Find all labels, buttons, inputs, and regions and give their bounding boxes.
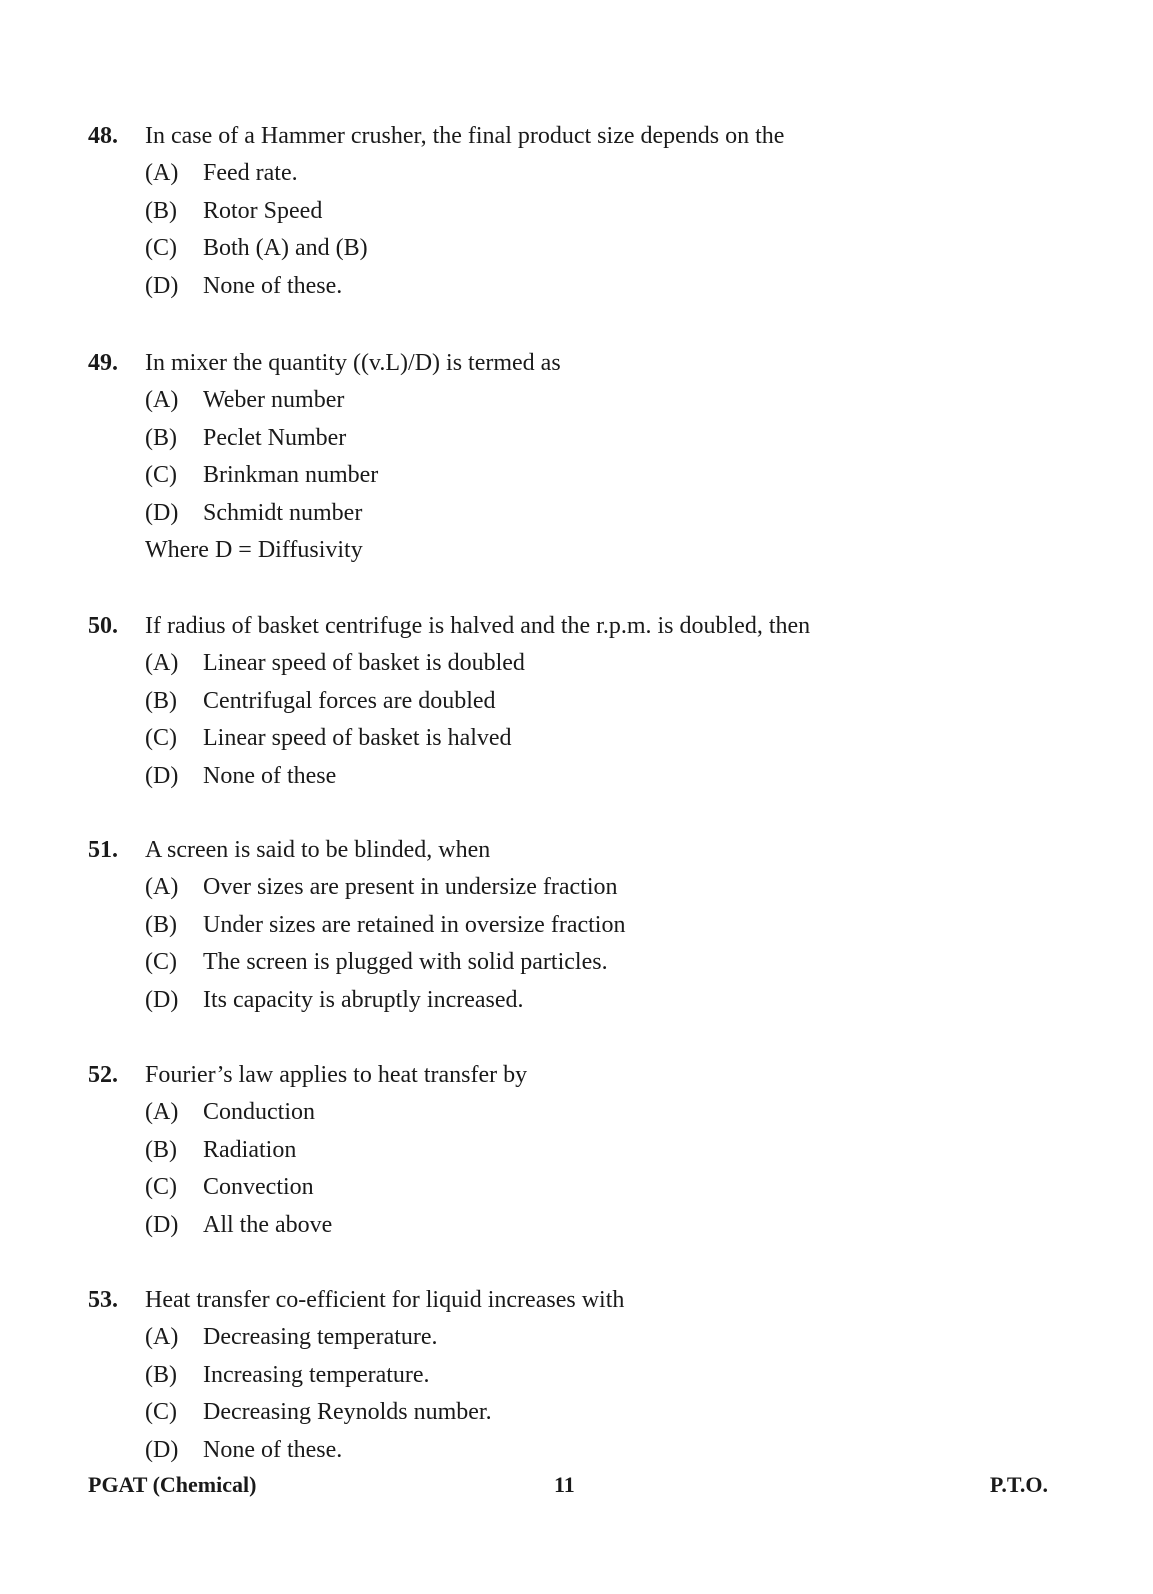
option-b — [88, 907, 1068, 945]
question-header — [88, 1281, 1068, 1319]
option-label: (A) — [145, 1099, 179, 1125]
option-label: (C) — [145, 1399, 177, 1425]
option-c — [88, 1394, 1068, 1432]
question-text: If radius of basket centrifuge is halved and the r.p.m. is doubled, then — [145, 613, 811, 639]
option-text: Rotor Speed — [203, 197, 323, 224]
option-label: (A) — [145, 160, 179, 186]
question-51 — [88, 831, 1068, 1019]
option-label: (A) — [145, 874, 179, 900]
option-b — [88, 193, 1068, 231]
option-text: Linear speed of basket is doubled — [203, 650, 525, 676]
question-header — [88, 607, 1068, 645]
option-c — [88, 720, 1068, 758]
option-label: (B) — [145, 197, 177, 224]
option-text: None of these — [203, 762, 337, 789]
question-text: Fourier’s law applies to heat transfer by — [145, 1062, 528, 1088]
option-text: Peclet Number — [203, 424, 347, 451]
question-text: Heat transfer co-efficient for liquid increases with — [145, 1287, 625, 1313]
option-d — [88, 982, 1068, 1020]
option-label: (C) — [145, 1174, 177, 1200]
option-label: (C) — [145, 235, 177, 261]
option-a — [88, 1094, 1068, 1132]
question-48 — [88, 117, 1068, 305]
option-text: Decreasing temperature. — [203, 1324, 438, 1350]
option-label: (D) — [145, 499, 179, 526]
option-text: Increasing temperature. — [203, 1361, 430, 1388]
option-text: Centrifugal forces are doubled — [203, 687, 496, 714]
option-a — [88, 1319, 1068, 1357]
option-c — [88, 944, 1068, 982]
option-text: Schmidt number — [203, 499, 363, 526]
question-note: Where D = Diffusivity — [145, 537, 363, 563]
option-label: (D) — [145, 1211, 179, 1238]
option-text: Over sizes are present in undersize fraction — [203, 874, 618, 900]
option-label: (D) — [145, 1436, 179, 1463]
option-label: (B) — [145, 687, 177, 714]
question-header — [88, 831, 1068, 869]
option-label: (B) — [145, 1136, 177, 1163]
option-d — [88, 758, 1068, 796]
option-c — [88, 457, 1068, 495]
question-number: 50. — [88, 613, 118, 639]
option-c — [88, 1169, 1068, 1207]
option-label: (B) — [145, 424, 177, 451]
question-number: 52. — [88, 1062, 118, 1088]
option-b — [88, 1132, 1068, 1170]
option-d — [88, 1207, 1068, 1245]
option-text: Conduction — [203, 1099, 315, 1125]
question-number: 53. — [88, 1287, 118, 1313]
option-label: (A) — [145, 650, 179, 676]
option-a — [88, 645, 1068, 683]
option-a — [88, 382, 1068, 420]
question-52 — [88, 1056, 1068, 1244]
question-text: A screen is said to be blinded, when — [145, 837, 491, 863]
option-text: Under sizes are retained in oversize fraction — [203, 911, 626, 938]
question-header — [88, 1056, 1068, 1094]
question-number: 48. — [88, 123, 118, 149]
option-text: None of these. — [203, 272, 343, 299]
option-text: Linear speed of basket is halved — [203, 725, 512, 751]
question-text: In case of a Hammer crusher, the final product size depends on the — [145, 123, 785, 149]
question-header — [88, 117, 1068, 155]
option-label: (A) — [145, 387, 179, 413]
option-text: Convection — [203, 1174, 314, 1200]
question-number: 49. — [88, 350, 118, 376]
option-c — [88, 230, 1068, 268]
option-text: Both (A) and (B) — [203, 235, 368, 261]
footer-exam-title: PGAT (Chemical) — [88, 1472, 257, 1497]
option-text: Brinkman number — [203, 462, 379, 488]
question-text: In mixer the quantity ((v.L)/D) is termed as — [145, 350, 561, 376]
option-b — [88, 683, 1068, 721]
option-label: (A) — [145, 1324, 179, 1350]
option-b — [88, 420, 1068, 458]
option-label: (B) — [145, 1361, 177, 1388]
option-text: Decreasing Reynolds number. — [203, 1399, 492, 1425]
option-a — [88, 869, 1068, 907]
option-text: Weber number — [203, 387, 345, 413]
option-text: Radiation — [203, 1136, 297, 1163]
option-label: (B) — [145, 911, 177, 938]
option-text: The screen is plugged with solid particles. — [203, 949, 608, 975]
question-header — [88, 344, 1068, 382]
footer-pto: P.T.O. — [989, 1472, 1048, 1497]
option-label: (D) — [145, 762, 179, 789]
question-49 — [88, 344, 1068, 570]
option-label: (C) — [145, 725, 177, 751]
option-label: (D) — [145, 272, 179, 299]
option-text: Its capacity is abruptly increased. — [203, 986, 524, 1013]
page-footer — [88, 1470, 1048, 1500]
question-number: 51. — [88, 837, 118, 863]
question-50 — [88, 607, 1068, 795]
option-label: (C) — [145, 462, 177, 488]
option-text: Feed rate. — [203, 160, 298, 186]
option-d — [88, 268, 1068, 306]
option-text: None of these. — [203, 1436, 343, 1463]
option-d — [88, 495, 1068, 533]
page-number: 11 — [554, 1472, 575, 1497]
option-b — [88, 1357, 1068, 1395]
question-53 — [88, 1281, 1068, 1469]
option-a — [88, 155, 1068, 193]
option-text: All the above — [203, 1211, 333, 1238]
option-label: (C) — [145, 949, 177, 975]
option-label: (D) — [145, 986, 179, 1013]
option-d — [88, 1432, 1068, 1470]
